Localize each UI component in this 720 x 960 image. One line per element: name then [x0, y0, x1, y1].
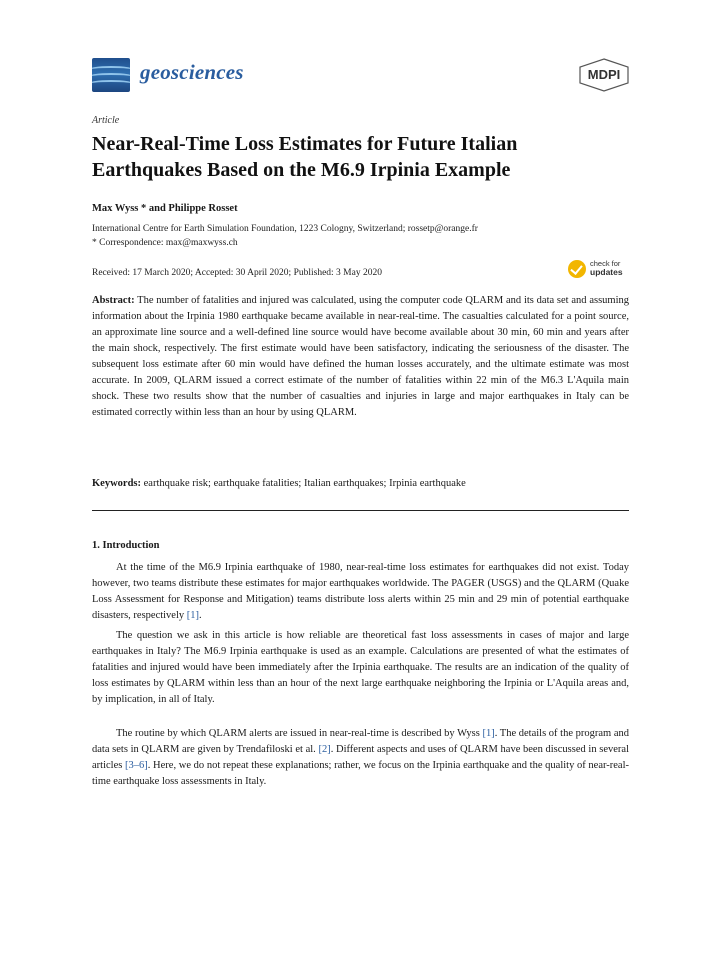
paragraph-3: The routine by which QLARM alerts are issued in near-real-time is described by Wyss [1]. The details of the program and data sets in QLARM are given by Trendafiloski et al. [2]. Different aspects and uses of QLARM have been discussed in several articles [3–6]. Here, we do not repeat these explanations; rather, we focus on the Irpinia earthquake and the quality of near-real-time earthquake loss assessments in Italy. [92, 728, 629, 787]
citation-link[interactable]: [3–6] [125, 760, 148, 771]
article-type: Article [92, 115, 120, 126]
paragraph-1: At the time of the M6.9 Irpinia earthquake of 1980, near-real-time loss estimates for earthquakes did not exist. Today however, two teams distribute these estimates for major earthquakes worldwide. The PAGER (USGS) and the QLARM (Quake Loss Assessment for Response and Mitigation) teams distribute loss alerts within 25 min and 29 min of potential earthquake disasters, respectively [1]. [92, 562, 629, 621]
keywords [92, 476, 629, 492]
abstract-text: The number of fatalities and injured was calculated, using the computer code QLARM and its data set and assuming information about the Irpinia 1980 earthquake became available in near-real-time. The casualties calculated for a point source, an approximate line source and a well-defined line source would have become available about 30 min, 60 min and years after the main shock, respectively. The first estimate would have been satisfactory, indicating the seriousness of the disaster. The subsequent loss estimate after 60 min would have defined the human losses accurately, and the ultimate estimate was most accurate. In 2009, QLARM issued a correct estimate of the number of fatalities within 22 min of the M6.3 L'Aquila main shock. These two results show that the number of casualties and injuries in large and major earthquakes in Italy can be estimated correctly within less than an hour by using QLARM. [92, 295, 629, 418]
citation-link[interactable]: [1] [186, 610, 200, 621]
article-title: Near-Real-Time Loss Estimates for Future Italian Earthquakes Based on the M6.9 Irpinia Example [92, 133, 518, 181]
correspondence: * Correspondence: max@maxwyss.ch [92, 238, 238, 248]
affiliation: International Centre for Earth Simulation Foundation, 1223 Cologny, Switzerland; rossetp@orange.fr [92, 224, 478, 234]
publication-dates: Received: 17 March 2020; Accepted: 30 April 2020; Published: 3 May 2020 [92, 268, 382, 278]
publisher-logo [578, 58, 630, 92]
publisher-name: MDPI [587, 67, 621, 82]
section-divider [92, 510, 629, 511]
check-updates-line2: updates [590, 267, 623, 277]
check-for-updates-badge[interactable] [568, 258, 630, 282]
affiliation-block [92, 222, 612, 250]
check-icon [568, 260, 586, 278]
citation-link[interactable]: [2] [318, 744, 331, 755]
check-updates-line1: check for [590, 259, 621, 268]
keywords-text: earthquake risk; earthquake fatalities; Italian earthquakes; Irpinia earthquake [143, 478, 466, 489]
authors: Max Wyss * and Philippe Rosset [92, 203, 238, 214]
keywords-label: Keywords: [92, 478, 141, 489]
journal-name: geosciences [140, 60, 244, 84]
paragraph-1-text: At the time of the M6.9 Irpinia earthquake of 1980, near-real-time loss estimates for earthquakes did not exist. Today however, two teams distribute these estimates for major earthquakes worldwide. The PAGER (USGS) and the QLARM (Quake Loss Assessment for Response and Mitigation) teams distribute loss alerts within 25 min and 29 min of potential earthquake disasters, respectively [92, 562, 629, 621]
citation-link[interactable]: [1] [482, 728, 495, 739]
abstract [92, 293, 629, 421]
paragraph-2: The question we ask in this article is how reliable are theoretical fast loss assessments in cases of major and large earthquakes in Italy? The M6.9 Irpinia earthquake is used as an example. Calculations are presented of what the estimates of fatalities and injured would have been immediately after the Irpinia earthquake. The results are an indication of the quality of loss estimates by QLARM within less than an hour of the next large earthquake neighboring the Irpinia or L'Aquila areas and, by implication, in all of Italy. [92, 630, 629, 705]
abstract-label: Abstract: [92, 295, 135, 306]
journal-logo [92, 58, 130, 92]
section-title: 1. Introduction [92, 540, 160, 551]
